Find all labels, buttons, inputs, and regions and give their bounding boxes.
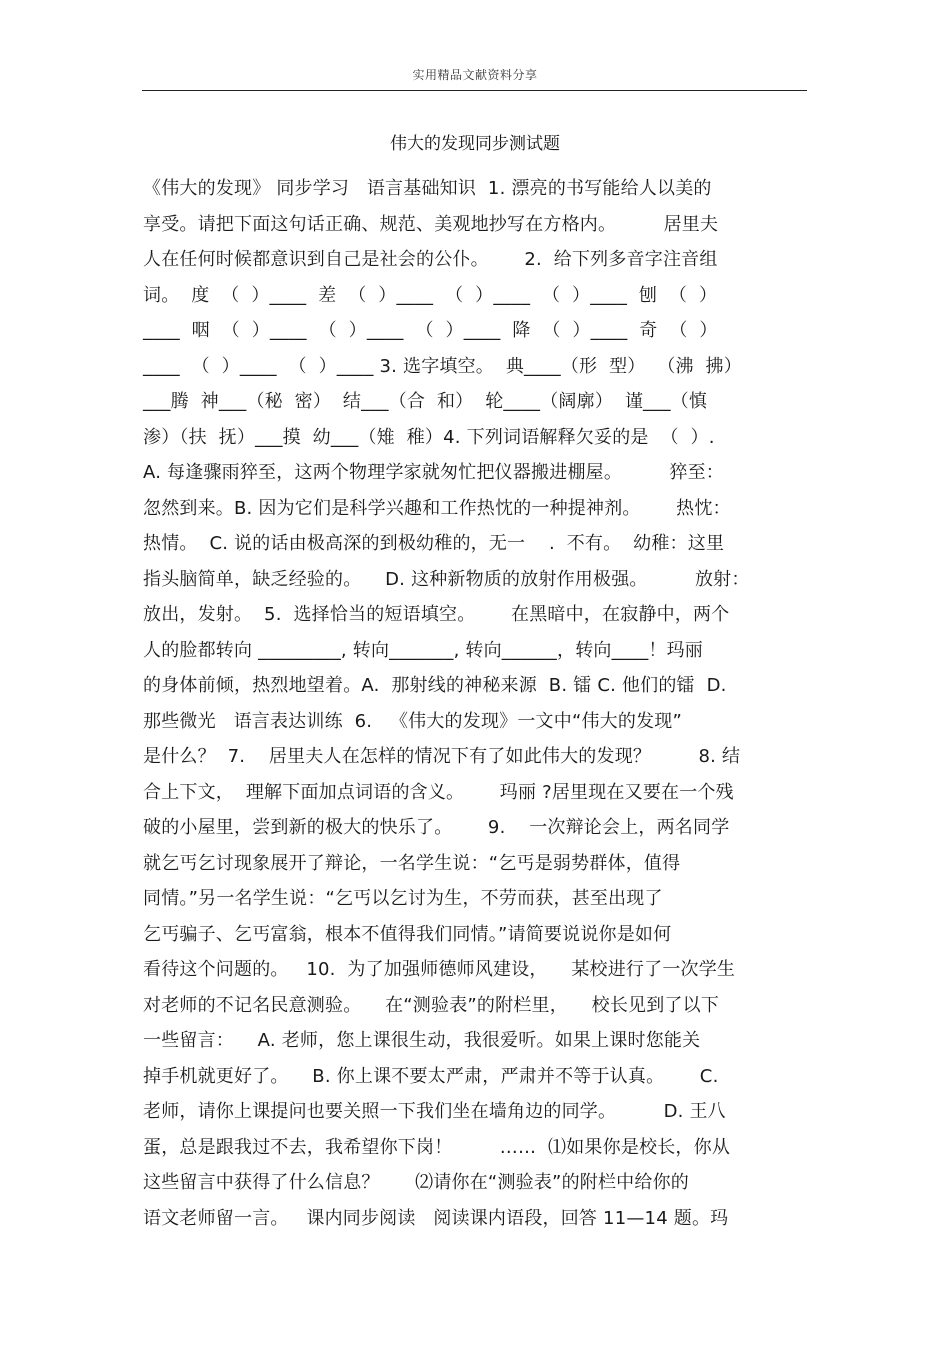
- body-line: 是什么？ 7. 居里夫人在怎样的情况下有了如此伟大的发现？ 8. 结: [143, 746, 741, 767]
- body-line: 忽然到来。B. 因为它们是科学兴趣和工作热忱的一种提神剂。 热忱：: [143, 497, 731, 519]
- body-line: 这些留言中获得了什么信息？ ⑵请你在“测验表”的附栏中给你的: [143, 1172, 689, 1193]
- body-line: 乞丐骗子、乞丐富翁，根本不值得我们同情。”请简要说说你是如何: [143, 923, 672, 945]
- body-line: 一些留言： A. 老师，您上课很生动，我很爱听。如果上课时您能关: [143, 1030, 701, 1051]
- header-divider: [142, 90, 807, 91]
- body-line: 蛋，总是跟我过不去，我希望你下岗！ …… ⑴如果你是校长，你从: [143, 1136, 731, 1158]
- document-body: [143, 171, 813, 1236]
- body-line: A. 每逢骤雨猝至，这两个物理学家就匆忙把仪器搬进棚屋。 猝至：: [143, 462, 725, 483]
- body-line: 同情。”另一名学生说：“乞丐以乞讨为生，不劳而获，甚至出现了: [143, 888, 663, 909]
- body-line: 对老师的不记名民意测验。 在“测验表”的附栏里， 校长见到了以下: [143, 994, 720, 1016]
- body-line: 指头脑简单，缺乏经验的。 D. 这种新物质的放射作用极强。 放射：: [143, 568, 750, 590]
- body-line: 掉手机就更好了。 B. 你上课不要太严肃，严肃并不等于认真。 C.: [143, 1065, 719, 1087]
- page-header: 实用精品文献资料分享: [412, 68, 538, 82]
- body-line: ____ （ ）____ （ ）____ 3. 选字填空。 典____（形 型） （沸 拂）: [143, 355, 742, 377]
- body-line: 合上下文， 理解下面加点词语的含义。 玛丽 ?居里现在又要在一个残: [143, 781, 734, 803]
- body-line: 词。 度 （ ）____ 差 （ ）____ （ ）____ （ ）____ 刨 （ ）: [143, 284, 718, 306]
- body-line: 老师，请你上课提问也要关照一下我们坐在墙角边的同学。 D. 王八: [143, 1101, 726, 1122]
- body-line: 放出，发射。 5. 选择恰当的短语填空。 在黑暗中，在寂静中，两个: [143, 604, 730, 625]
- body-line: 的身体前倾，热烈地望着。A. 那射线的神秘来源 B. 镭 C. 他们的镭 D.: [143, 675, 727, 696]
- body-line: 那些微光 语言表达训练 6. 《伟大的发现》一文中“伟大的发现”: [143, 710, 682, 732]
- body-line: 人在任何时候都意识到自己是社会的公仆。 2. 给下列多音字注音组: [143, 249, 718, 270]
- body-line: 《伟大的发现》 同步学习 语言基础知识 1. 漂亮的书写能给人以美的: [143, 178, 712, 199]
- body-line: 人的脸都转向 _________, 转向_______, 转向______，转向____！玛丽: [143, 639, 704, 661]
- body-line: 看待这个问题的。 10. 为了加强师德师风建设， 某校进行了一次学生: [143, 959, 736, 980]
- body-line: 享受。请把下面这句话正确、规范、美观地抄写在方格内。 居里夫: [143, 213, 719, 235]
- body-line: 语文老师留一言。 课内同步阅读 阅读课内语段，回答 11—14 题。玛: [143, 1207, 729, 1229]
- document-title: 伟大的发现同步测试题: [390, 134, 560, 154]
- body-line: 渗）（扶 抚）___摸 幼___（雉 稚）4. 下列词语解释欠妥的是 （ ）.: [143, 426, 715, 448]
- body-line: 热情。 C. 说的话由极高深的到极幼稚的，无一 . 不有。 幼稚：这里: [143, 533, 725, 554]
- body-line: 破的小屋里，尝到新的极大的快乐了。 9. 一次辩论会上，两名同学: [143, 817, 730, 838]
- body-line: ____ 咽 （ ）____ （ ）____ （ ）____ 降 （ ）____ 奇 （ ）: [143, 320, 718, 341]
- body-line: 就乞丐乞讨现象展开了辩论，一名学生说：“乞丐是弱势群体，值得: [143, 852, 681, 874]
- body-line: ___腾 神___（秘 密） 结___（合 和） 轮____（阔廓） 谨___（慎: [143, 391, 708, 412]
